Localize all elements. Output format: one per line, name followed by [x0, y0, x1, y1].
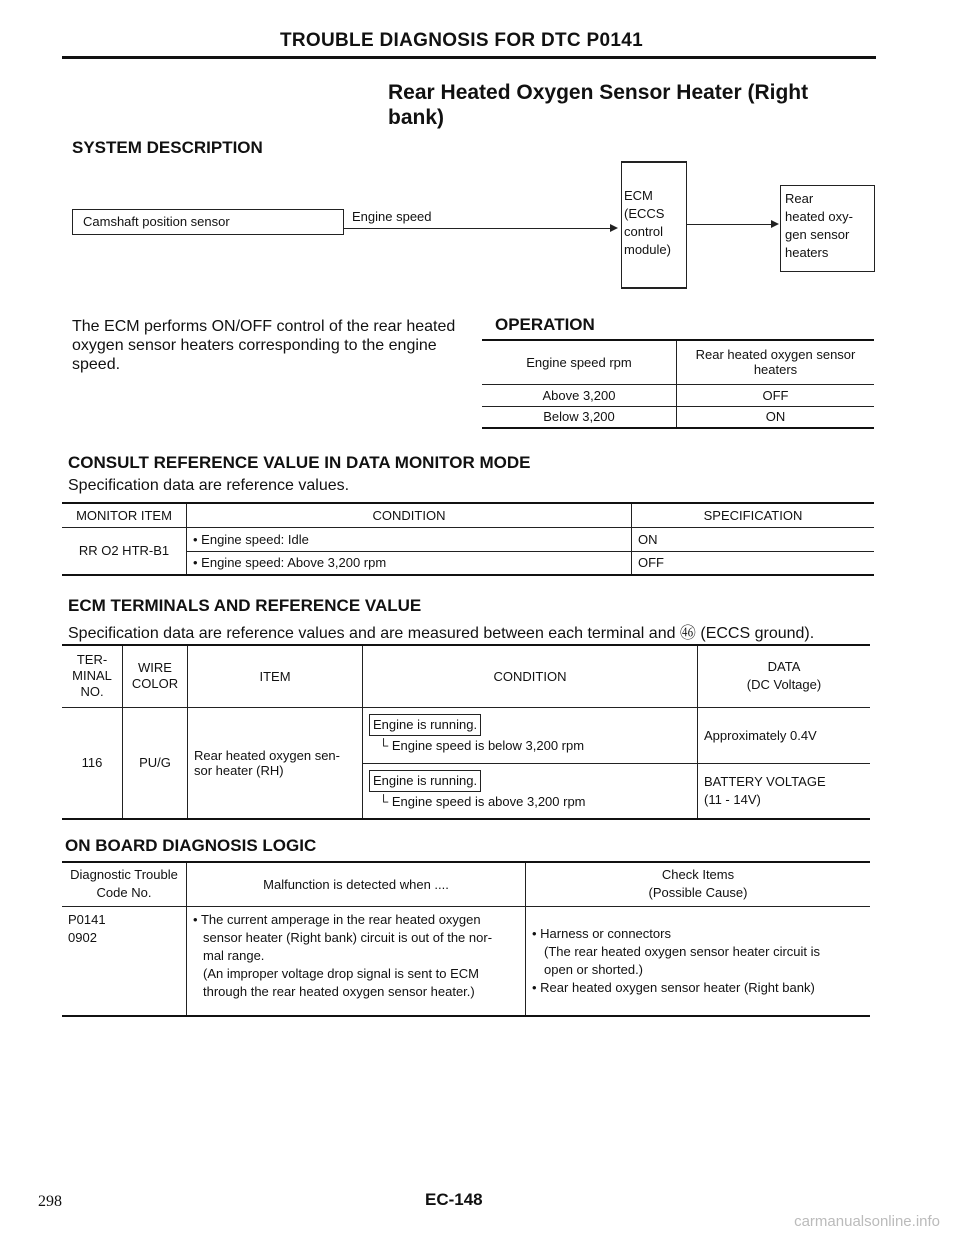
consult-col-condition: CONDITION [187, 503, 632, 527]
ecm-line-2: (ECCS [624, 206, 665, 221]
ob-col-code-a: Diagnostic Trouble [70, 867, 178, 883]
ob-col-check-b: (Possible Cause) [648, 885, 748, 901]
ecm-to-rear-line [687, 224, 773, 225]
camshaft-label: Camshaft position sensor [83, 214, 230, 229]
onboard-table [62, 861, 870, 1017]
ob-mal-5: through the rear heated oxygen sensor heater.) [203, 983, 475, 999]
operation-table [482, 339, 874, 429]
ob-mal-4: (An improper voltage drop signal is sent to ECM [203, 965, 480, 981]
arrow-head-icon-2 [771, 220, 779, 228]
consult-table [62, 502, 874, 576]
ob-mal-2: sensor heater (Right bank) circuit is out of the nor- [203, 929, 493, 945]
term-row-2-detail: Engine speed is above 3,200 rpm [391, 793, 586, 809]
wire-col-a: WIRE [138, 660, 172, 676]
ob-col-check-a: Check Items [661, 867, 735, 883]
consult-heading: CONSULT REFERENCE VALUE IN DATA MONITOR MODE [68, 453, 531, 472]
page-header-title: TROUBLE DIAGNOSIS FOR DTC P0141 [280, 30, 643, 51]
term-row-2-state: Engine is running. [369, 770, 481, 792]
ob-check-2: (The rear heated oxygen sensor heater circuit is [544, 943, 821, 959]
ob-code-2: 0902 [68, 929, 97, 945]
consult-spec-1: ON [638, 531, 658, 547]
term-col-condition: CONDITION [363, 645, 698, 707]
rear-heater-box [780, 185, 875, 272]
engine-speed-label: Engine speed [352, 209, 432, 224]
ob-row [62, 906, 870, 1016]
consult-spec-2: OFF [638, 555, 664, 571]
consult-cond-2: • Engine speed: Above 3,200 rpm [187, 551, 632, 575]
consult-col-item: MONITOR ITEM [62, 503, 187, 527]
term-row-2-data: BATTERY VOLTAGE [704, 773, 826, 789]
ecm-line-3: control [624, 224, 664, 239]
term-row-2-data2: (11 - 14V) [704, 791, 761, 807]
data-col-a: DATA [767, 659, 801, 675]
term-row-1: 116 PU/G Rear heated oxygen sen-sor heater (RH) Engine is running. └ Engine speed is below 3,200 rpm Approximately 0.4V [62, 707, 870, 763]
wire-col-b: COLOR [131, 676, 179, 692]
term-row-1-state: Engine is running. [369, 714, 481, 736]
op-col-speed: Engine speed rpm [482, 340, 677, 384]
op-col-heater: Rear heated oxygen sensor heaters [695, 347, 856, 378]
ob-mal-1: • The current amperage in the rear heated oxygen [193, 911, 519, 929]
rear-line-2: heated oxy- [785, 209, 853, 224]
rear-line-1: Rear [785, 191, 814, 206]
rear-line-4: heaters [785, 245, 829, 260]
ob-check-1: • Harness or connectors [532, 925, 864, 943]
ecm-terminals-table [62, 644, 870, 820]
page-code: EC-148 [425, 1190, 483, 1209]
operation-heading: OPERATION [495, 315, 595, 334]
op-row-1-state: OFF [762, 387, 789, 403]
term-row-1-data: Approximately 0.4V [704, 727, 817, 743]
ob-check-4: • Rear heated oxygen sensor heater (Right bank) [532, 979, 864, 997]
ecm-terminals-note: Specification data are reference values and are measured between each terminal and ㊻ (ECCS ground). [68, 625, 815, 642]
term-no: 116 [62, 707, 123, 819]
ecm-line-1: ECM [624, 188, 653, 203]
camshaft-box [72, 209, 344, 235]
op-row-2-speed: Below 3,200 [482, 406, 677, 428]
ob-col-malfunction: Malfunction is detected when .... [187, 862, 526, 906]
ecm-terminals-heading: ECM TERMINALS AND REFERENCE VALUE [68, 596, 422, 615]
consult-col-spec: SPECIFICATION [703, 507, 803, 523]
connector-line [344, 228, 612, 229]
onboard-heading: ON BOARD DIAGNOSIS LOGIC [65, 836, 317, 855]
ecm-box [621, 161, 687, 289]
watermark: carmanualsonline.info [794, 1213, 940, 1230]
op-row-1 [482, 384, 874, 406]
consult-row-1 [62, 527, 874, 551]
ecm-line-4: module) [624, 242, 671, 257]
term-row-1-detail: Engine speed is below 3,200 rpm [391, 738, 585, 753]
term-col-item: ITEM [188, 645, 363, 707]
page-title: Rear Heated Oxygen Sensor Heater (Right bank) [388, 81, 809, 129]
ob-col-code-b: Code No. [96, 885, 152, 901]
term-col-1b: MINAL [72, 668, 112, 684]
op-row-2-state: ON [765, 409, 786, 425]
term-wire: PU/G [123, 707, 188, 819]
data-col-b: (DC Voltage) [746, 677, 822, 693]
ob-check-3: open or shorted.) [544, 961, 644, 977]
term-item: Rear heated oxygen sen-sor heater (RH) [188, 707, 363, 819]
term-col-1a: TER- [76, 652, 108, 668]
ob-code-1: P0141 [68, 911, 106, 927]
consult-item: RR O2 HTR-B1 [62, 527, 187, 575]
arrow-head-icon [610, 224, 618, 232]
page-number: 298 [38, 1193, 62, 1210]
ob-mal-3: mal range. [203, 947, 265, 963]
consult-cond-1: • Engine speed: Idle [187, 527, 632, 551]
op-row-2 [482, 406, 874, 428]
op-row-1-speed: Above 3,200 [482, 384, 677, 406]
system-description-heading: SYSTEM DESCRIPTION [72, 138, 263, 157]
rear-line-3: gen sensor [785, 227, 850, 242]
term-col-1c: NO. [80, 684, 104, 700]
consult-note: Specification data are reference values. [68, 477, 350, 494]
term-row-2: Engine is running. └ Engine speed is above 3,200 rpm BATTERY VOLTAGE (11 - 14V) [62, 763, 870, 819]
system-paragraph: The ECM performs ON/OFF control of the rear heated oxygen sensor heaters corresponding to the engine speed. [72, 318, 456, 373]
header-rule [62, 56, 876, 59]
